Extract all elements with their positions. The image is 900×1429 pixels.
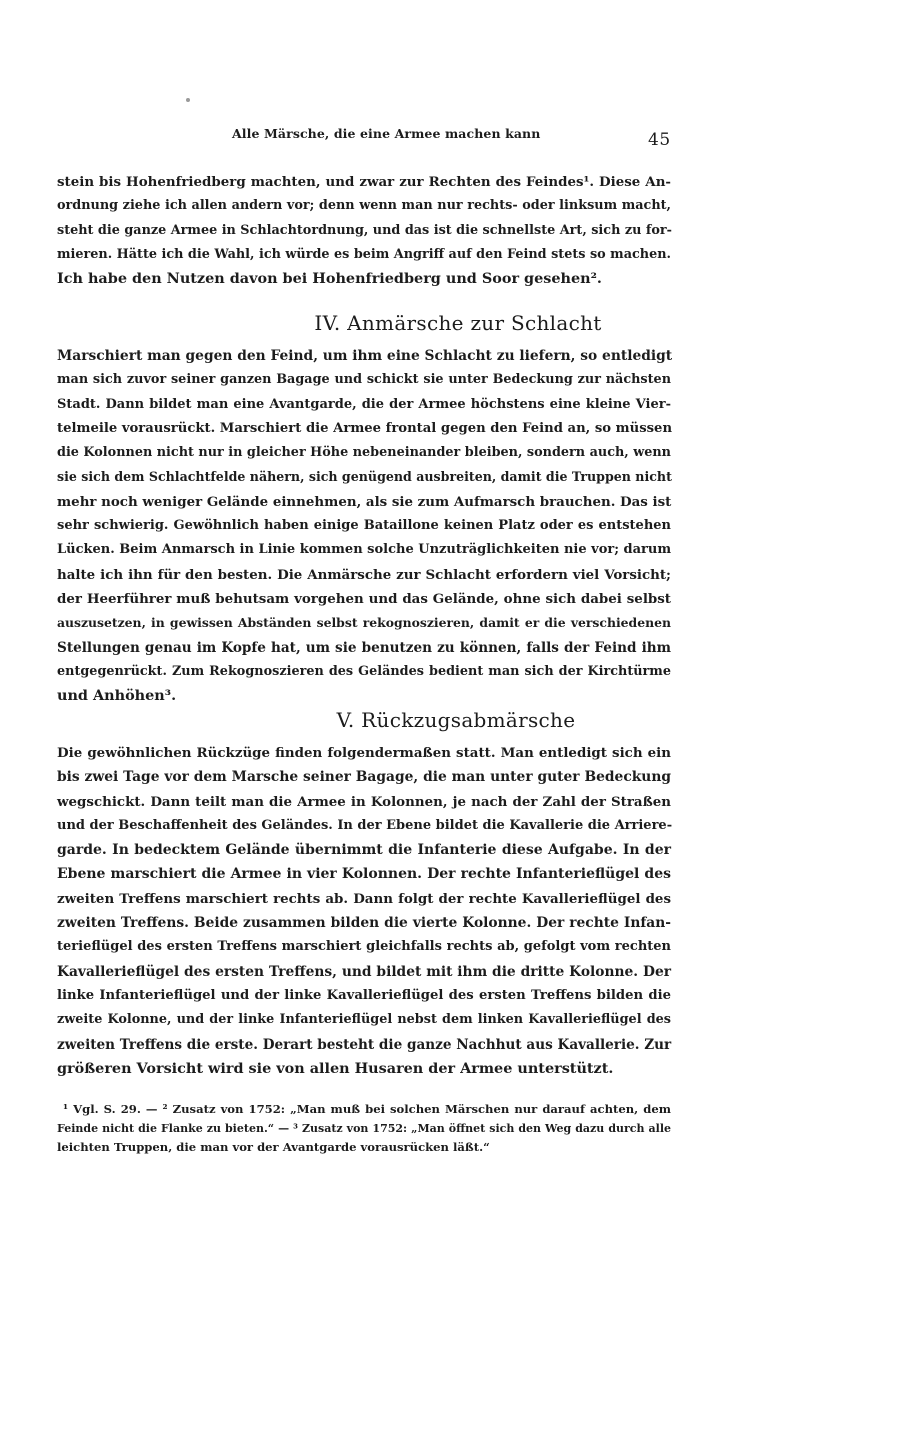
- text-line: Ebene marschiert die Armee in vier Kolonnen. Der rechte Infanterieflügel des: [57, 866, 671, 883]
- paper-speck: [186, 98, 190, 102]
- text-line: halte ich ihn für den besten. Die Anmärsche zur Schlacht erfordern viel Vorsicht;: [57, 566, 671, 583]
- text-line: zweite Kolonne, und der linke Infanterieflügel nebst dem linken Kavallerieflügel des: [57, 1012, 671, 1028]
- text-line: entgegenrückt. Zum Rekognoszieren des Geländes bedient man sich der Kirchtürme: [57, 663, 671, 679]
- text-line: Ich habe den Nutzen davon bei Hohenfriedberg und Soor gesehen².: [57, 270, 602, 288]
- footnotes: [57, 1100, 671, 1157]
- text-line: mieren. Hätte ich die Wahl, ich würde es beim Angriff auf den Feind stets so machen.: [57, 246, 671, 262]
- running-head: Alle Märsche, die eine Armee machen kann: [232, 126, 541, 141]
- footnote-line: leichten Truppen, die man vor der Avantgarde vorausrücken läßt.“: [57, 1140, 490, 1154]
- text-line: der Heerführer muß behutsam vorgehen und das Gelände, ohne sich dabei selbst: [57, 590, 671, 607]
- page-number: 45: [648, 130, 671, 150]
- text-line: sehr schwierig. Gewöhnlich haben einige Bataillone keinen Platz oder es entstehen: [57, 518, 671, 534]
- text-line: und Anhöhen³.: [57, 687, 177, 705]
- text-line: Stadt. Dann bildet man eine Avantgarde, die der Armee höchstens eine kleine Vier-: [57, 396, 671, 412]
- footnote-line: ¹ Vgl. S. 29. — ² Zusatz von 1752: „Man muß bei solchen Märschen nur darauf achten, dem: [63, 1102, 671, 1116]
- paragraph-continued: [57, 170, 671, 291]
- text-line: stein bis Hohenfriedberg machten, und zwar zur Rechten des Feindes¹. Diese An-: [57, 174, 671, 190]
- text-line: Kavallerieflügel des ersten Treffens, und bildet mit ihm die dritte Kolonne. Der: [57, 963, 671, 980]
- text-line: telmeile vorausrückt. Marschiert die Armee frontal gegen den Feind an, so müssen: [57, 420, 673, 436]
- text-line: ordnung ziehe ich allen andern vor; denn wenn man nur rechts- oder linksum macht,: [57, 198, 671, 214]
- text-line: Stellungen genau im Kopfe hat, um sie benutzen zu können, falls der Feind ihm: [57, 639, 671, 656]
- paragraph-rueckzugsabmaersche: [57, 741, 671, 1081]
- text-line: linke Infanterieflügel und der linke Kavallerieflügel des ersten Treffens bilden die: [57, 987, 671, 1003]
- text-line: wegschickt. Dann teilt man die Armee in Kolonnen, je nach der Zahl der Straßen: [57, 793, 671, 810]
- text-line: Lücken. Beim Anmarsch in Linie kommen solche Unzuträglichkeiten nie vor; darum: [57, 542, 672, 558]
- text-line: und der Beschaffenheit des Geländes. In der Ebene bildet die Kavallerie die Arriere-: [57, 817, 673, 833]
- text-line: bis zwei Tage vor dem Marsche seiner Bagage, die man unter guter Bedeckung: [57, 769, 671, 786]
- text-line: zweiten Treffens. Beide zusammen bilden die vierte Kolonne. Der rechte Infan-: [57, 915, 671, 932]
- text-line: zweiten Treffens marschiert rechts ab. Dann folgt der rechte Kavallerieflügel des: [57, 890, 671, 907]
- text-line: Die gewöhnlichen Rückzüge finden folgendermaßen statt. Man entledigt sich ein: [57, 745, 671, 761]
- text-line: sie sich dem Schlachtfelde nähern, sich genügend ausbreiten, damit die Truppen nicht: [57, 469, 672, 485]
- section-heading-iv: IV. Anmärsche zur Schlacht: [314, 311, 602, 335]
- text-line: die Kolonnen nicht nur in gleicher Höhe nebeneinander bleiben, sondern auch, wenn: [57, 445, 671, 461]
- text-line: steht die ganze Armee in Schlachtordnung, und das ist die schnellste Art, sich zu for-: [57, 222, 672, 238]
- footnote-line: Feinde nicht die Flanke zu bieten.“ — ³ Zusatz von 1752: „Man öffnet sich den Weg dazu durch alle: [57, 1122, 671, 1135]
- text-line: auszusetzen, in gewissen Abständen selbst rekognoszieren, damit er die verschiedenen: [57, 615, 671, 631]
- text-line: Marschiert man gegen den Feind, um ihm eine Schlacht zu liefern, so entledigt: [57, 348, 673, 364]
- text-line: größeren Vorsicht wird sie von allen Husaren der Armee unterstützt.: [57, 1059, 614, 1077]
- text-line: terieflügel des ersten Treffens marschiert gleichfalls rechts ab, gefolgt vom rechten: [57, 939, 671, 955]
- paragraph-anmaersche: [57, 344, 671, 708]
- section-heading-v: V. Rückzugsabmärsche: [336, 708, 576, 732]
- text-line: man sich zuvor seiner ganzen Bagage und schickt sie unter Bedeckung zur nächsten: [57, 372, 671, 388]
- text-line: mehr noch weniger Gelände einnehmen, als sie zum Aufmarsch brauchen. Das ist: [57, 493, 672, 510]
- text-line: zweiten Treffens die erste. Derart besteht die ganze Nachhut aus Kavallerie. Zur: [57, 1036, 672, 1053]
- text-line: garde. In bedecktem Gelände übernimmt die Infanterie diese Aufgabe. In der: [57, 842, 671, 859]
